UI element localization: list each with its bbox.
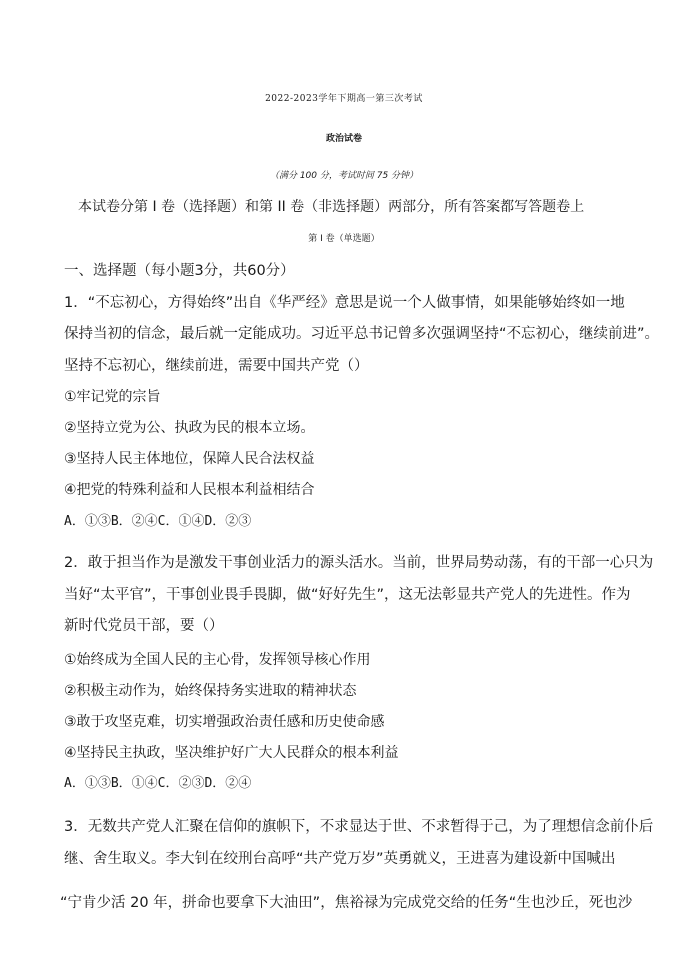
question-1-option-3: ③坚持人民主体地位，保障人民合法权益 [64, 451, 315, 467]
question-2-line-1: 2．敢于担当作为是激发干事创业活力的源头活水。当前，世界局势动荡，有的干部一心只为 [64, 555, 654, 571]
exam-title: 2022-2023学年下期高一第三次考试 [265, 94, 423, 104]
question-1-line-2: 保持当初的信念，最后就一定能成功。习近平总书记曾多次强调坚持“不忘初心，继续前进”。 [64, 326, 660, 342]
question-2-option-4: ④坚持民主执政，坚决维护好广大人民群众的根本利益 [64, 745, 399, 761]
question-2-line-3: 新时代党员干部，要（） [64, 618, 224, 634]
question-3-line-2: 继、舍生取义。李大钊在绞刑台高呼“共产党万岁”英勇就义，王进喜为建设新中国喊出 [64, 851, 616, 867]
question-1-option-1: ①牢记党的宗旨 [64, 389, 161, 405]
part-title: 第 I 卷（单选题） [308, 234, 380, 244]
question-1-line-1: 1．“不忘初心，方得始终”出自《华严经》意思是说一个人做事情，如果能够始终如一地 [64, 295, 625, 311]
question-1-line-3: 坚持不忘初心，继续前进，需要中国共产党（） [64, 358, 369, 374]
question-1-option-4: ④把党的特殊利益和人民根本利益相结合 [64, 482, 315, 498]
question-2-option-3: ③敢于攻坚克难，切实增强政治责任感和历史使命感 [64, 714, 385, 730]
question-3-line-3: “宁肯少活 20 年，拼命也要拿下大油田”，焦裕禄为完成党交给的任务“生也沙丘，死也沙 [60, 895, 633, 911]
question-1-option-2: ②坚持立党为公、执政为民的根本立场。 [64, 420, 315, 436]
question-2-option-1: ①始终成为全国人民的主心骨，发挥领导核心作用 [64, 652, 371, 668]
question-2-answers: A．①③B．①④C．②③D．②④ [64, 776, 252, 791]
question-2-line-2: 当好“太平官”，干事创业畏手畏脚，做“好好先生”，这无法彰显共产党人的先进性。作为 [64, 587, 631, 603]
exam-note: （满分 100 分，考试时间 75 分钟） [269, 171, 419, 181]
subject-title: 政治试卷 [325, 134, 362, 144]
question-2-option-2: ②积极主动作为，始终保持务实进取的精神状态 [64, 683, 357, 699]
exam-intro: 本试卷分第 I 卷（选择题）和第 II 卷（非选择题）两部分，所有答案都写答题卷上 [78, 199, 585, 215]
question-1-answers: A．①③B．②④C．①④D．②③ [64, 514, 252, 529]
question-3-line-1: 3．无数共产党人汇聚在信仰的旗帜下，不求显达于世、不求暂得于己，为了理想信念前仆后 [64, 819, 654, 835]
section-title: 一、选择题（每小题3分，共60分） [64, 263, 295, 279]
